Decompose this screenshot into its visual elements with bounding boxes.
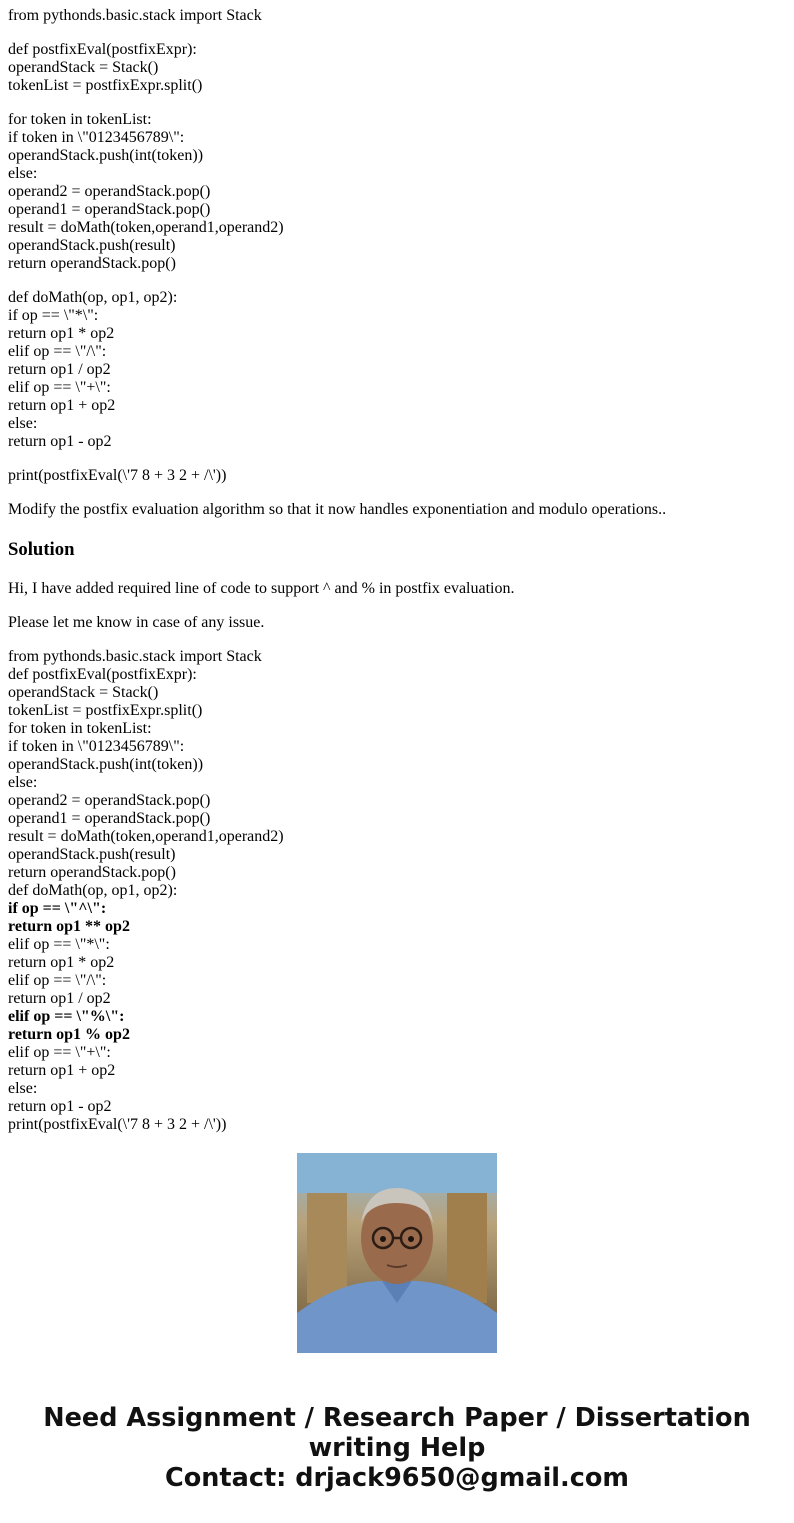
code-block-loop [8, 111, 788, 273]
promo-line-2: writing Help [308, 1433, 486, 1463]
code-line: operandStack.push(result) [8, 237, 176, 254]
code-line: else: [8, 415, 38, 432]
code-line: print(postfixEval(\'7 8 + 3 2 + /\')) [8, 467, 227, 484]
code-line: elif op == \"/\": [8, 343, 107, 360]
code-line: elif op == \"/\": [8, 972, 107, 989]
code-line: return op1 / op2 [8, 990, 111, 1007]
code-line: else: [8, 1080, 38, 1097]
code-block-print [8, 467, 788, 485]
code-line: if op == \"*\": [8, 307, 99, 324]
code-line: def postfixEval(postfixExpr): [8, 666, 197, 683]
code-line: operandStack.push(int(token)) [8, 147, 204, 164]
code-line: return operandStack.pop() [8, 255, 176, 272]
code-block-domath [8, 289, 788, 451]
code-line-highlighted: if op == \"^\": [8, 900, 107, 917]
code-line: return op1 - op2 [8, 1098, 112, 1115]
code-line: if token in \"0123456789\": [8, 129, 185, 146]
promo-contact: Contact: drjack9650@gmail.com [165, 1463, 629, 1493]
code-line: operand2 = operandStack.pop() [8, 183, 211, 200]
code-line: return op1 + op2 [8, 1062, 116, 1079]
code-line: operandStack = Stack() [8, 59, 159, 76]
code-line: return op1 * op2 [8, 954, 115, 971]
question-prompt: Modify the postfix evaluation algorithm so that it now handles exponentiation and modulo operations.. [8, 501, 667, 518]
code-block-imports [8, 7, 788, 25]
code-line: else: [8, 165, 38, 182]
promo-line-1: Need Assignment / Research Paper / Dissertation [43, 1403, 751, 1433]
code-line: result = doMath(token,operand1,operand2) [8, 828, 284, 845]
code-line: operand1 = operandStack.pop() [8, 201, 211, 218]
code-line: for token in tokenList: [8, 720, 152, 737]
code-line-highlighted: return op1 % op2 [8, 1026, 130, 1043]
code-line: result = doMath(token,operand1,operand2) [8, 219, 284, 236]
solution-note: Please let me know in case of any issue. [8, 614, 265, 631]
code-line: else: [8, 774, 38, 791]
code-line: return op1 - op2 [8, 433, 112, 450]
code-line: return op1 + op2 [8, 397, 116, 414]
code-line: def postfixEval(postfixExpr): [8, 41, 197, 58]
code-line: def doMath(op, op1, op2): [8, 289, 178, 306]
code-line: operandStack.push(int(token)) [8, 756, 204, 773]
code-line: if token in \"0123456789\": [8, 738, 185, 755]
solution-code [8, 648, 788, 1133]
code-line: operand1 = operandStack.pop() [8, 810, 211, 827]
code-line: tokenList = postfixExpr.split() [8, 77, 203, 94]
code-line: print(postfixEval(\'7 8 + 3 2 + /\')) [8, 1116, 227, 1133]
solution-intro: Hi, I have added required line of code to support ^ and % in postfix evaluation. [8, 580, 515, 597]
code-line: from pythonds.basic.stack import Stack [8, 648, 262, 665]
code-line: elif op == \"+\": [8, 379, 111, 396]
code-line: def doMath(op, op1, op2): [8, 882, 178, 899]
code-line: for token in tokenList: [8, 111, 152, 128]
code-line: operand2 = operandStack.pop() [8, 792, 211, 809]
author-photo-icon [297, 1153, 497, 1353]
author-avatar [297, 1153, 497, 1353]
code-line: return op1 * op2 [8, 325, 115, 342]
code-line: return operandStack.pop() [8, 864, 176, 881]
code-line: operandStack = Stack() [8, 684, 159, 701]
code-line: elif op == \"*\": [8, 936, 110, 953]
code-line: elif op == \"+\": [8, 1044, 111, 1061]
code-line-highlighted: elif op == \"%\": [8, 1008, 125, 1025]
code-line: tokenList = postfixExpr.split() [8, 702, 203, 719]
code-line: operandStack.push(result) [8, 846, 176, 863]
code-line-highlighted: return op1 ** op2 [8, 918, 130, 935]
promo-banner [0, 1403, 794, 1493]
code-block-def-postfix [8, 41, 788, 95]
code-line: return op1 / op2 [8, 361, 111, 378]
code-line: from pythonds.basic.stack import Stack [8, 7, 262, 24]
document-body [8, 7, 788, 1133]
solution-heading: Solution [8, 539, 75, 560]
